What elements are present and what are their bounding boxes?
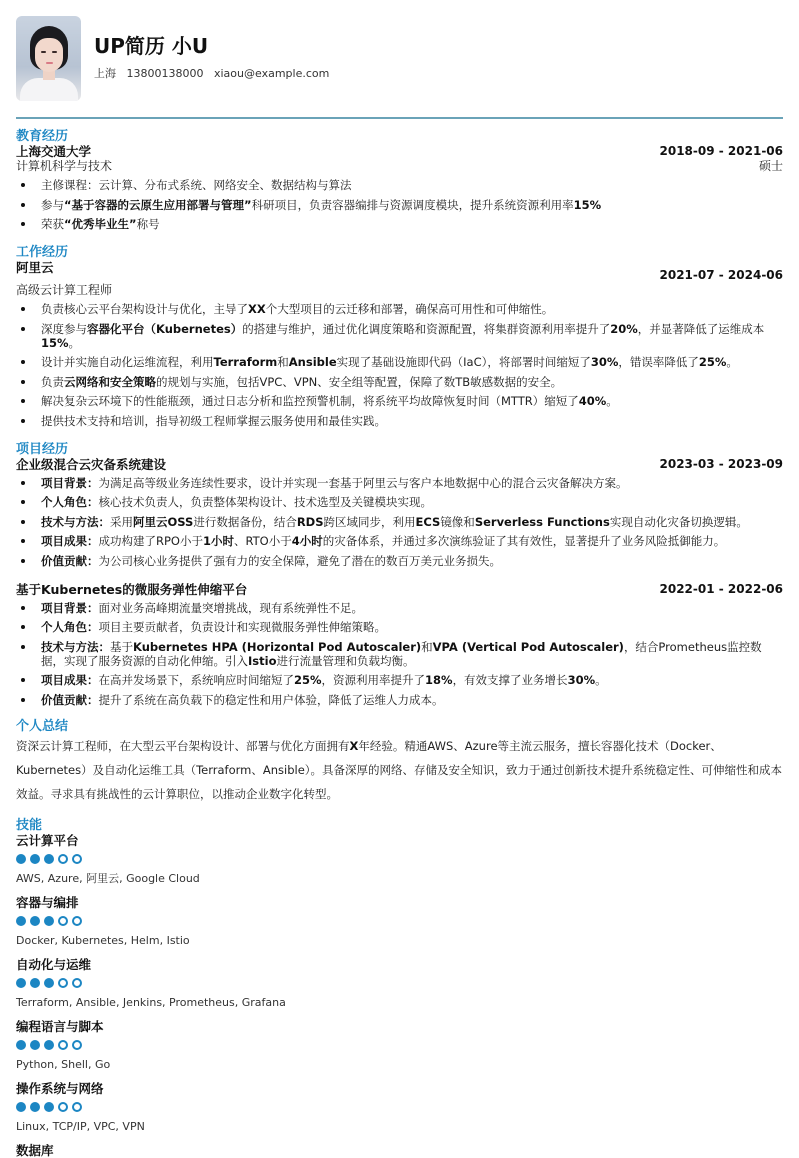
photo-lips (46, 62, 53, 64)
section-title-work: 工作经历 (16, 245, 69, 260)
filled-dot-icon (16, 854, 26, 864)
skill-keywords: Terraform, Ansible, Jenkins, Prometheus, Grafana (16, 995, 286, 1009)
empty-dot-icon (58, 916, 68, 926)
skills-list (16, 833, 783, 1158)
bullet-item: 主修课程：云计算、分布式系统、网络安全、数据结构与算法 (16, 178, 783, 192)
skill-item (16, 1019, 783, 1072)
contact-city: 上海 (94, 67, 116, 81)
contact-email[interactable]: xiaou@example.com (213, 67, 330, 81)
filled-dot-icon (30, 854, 40, 864)
candidate-name: UP简历 小U (94, 34, 209, 59)
filled-dot-icon (30, 978, 40, 988)
skill-level-dots (16, 854, 783, 864)
bullet-item: 设计并实施自动化运维流程，利用Terraform和Ansible实现了基础设施即代码（IaC），将部署时间缩短了30%，错误率降低了25%。 (16, 355, 783, 369)
profile-photo (16, 16, 81, 101)
skill-name: 云计算平台 (16, 832, 79, 848)
empty-dot-icon (72, 854, 82, 864)
bullet-item: 深度参与容器化平台（Kubernetes）的搭建与维护，通过优化调度策略和资源配置，将集群资源利用率提升了20%，并显著降低了运维成本15%。 (16, 322, 783, 350)
empty-dot-icon (58, 978, 68, 988)
summary-section (16, 719, 783, 806)
skill-name: 自动化与运维 (16, 956, 92, 972)
bullet-item: 技术与方法：采用阿里云OSS进行数据备份，结合RDS跨区域同步，利用ECS镜像和Serverless Functions实现自动化灾备切换逻辑。 (16, 515, 783, 529)
bullet-item: 项目成果：成功构建了RPO小于1小时、RTO小于4小时的灾备体系，并通过多次演练验证了其有效性，显著提升了业务风险抵御能力。 (16, 534, 783, 548)
empty-dot-icon (58, 854, 68, 864)
projects-section (16, 442, 783, 707)
photo-eye-right (52, 51, 57, 53)
bullet-item: 价值贡献：为公司核心业务提供了强有力的安全保障，避免了潜在的数百万美元业务损失。 (16, 554, 783, 568)
filled-dot-icon (44, 854, 54, 864)
work-dates: 2021-07 - 2024-06 (659, 268, 783, 282)
work-bullets (16, 302, 783, 428)
major: 计算机科学与技术 (16, 159, 113, 173)
summary-text: 资深云计算工程师，在大型云平台架构设计、部署与优化方面拥有X年经验。精通AWS、Azure等主流云服务，擅长容器化技术（Docker、Kubernetes）及自动化运维工具（Terraform、Ansible）。具备深厚的网络、存储及安全知识，致力于通过创新技术提升系统稳定性、可伸缩性和成本效益。寻求具有挑战性的云计算职位，以推动企业数字化转型。 (16, 738, 783, 801)
skill-item (16, 1143, 783, 1158)
empty-dot-icon (72, 1102, 82, 1112)
skill-item (16, 833, 783, 886)
education-section (16, 129, 783, 231)
filled-dot-icon (30, 1102, 40, 1112)
school-name: 上海交通大学 (16, 144, 92, 159)
project-head (16, 582, 783, 597)
bullet-item: 负责核心云平台架构设计与优化，主导了XX个大型项目的云迁移和部署，确保高可用性和可伸缩性。 (16, 302, 783, 316)
section-title-skills: 技能 (16, 817, 43, 833)
bullet-item: 荣获“优秀毕业生”称号 (16, 217, 783, 231)
education-dates: 2018-09 - 2021-06 (659, 144, 783, 158)
bullet-item: 项目背景：面对业务高峰期流量突增挑战，现有系统弹性不足。 (16, 601, 783, 615)
skill-keywords: Docker, Kubernetes, Helm, Istio (16, 933, 190, 947)
empty-dot-icon (72, 978, 82, 988)
skill-level-dots (16, 1040, 783, 1050)
project-dates: 2023-03 - 2023-09 (659, 456, 783, 471)
degree: 硕士 (758, 159, 783, 173)
bullet-item: 参与“基于容器的云原生应用部署与管理”科研项目，负责容器编排与资源调度模块，提升系统资源利用率15% (16, 198, 783, 212)
skill-keywords: Linux, TCP/IP, VPC, VPN (16, 1119, 145, 1133)
filled-dot-icon (16, 978, 26, 988)
bullet-item: 价值贡献：提升了系统在高负载下的稳定性和用户体验，降低了运维人力成本。 (16, 693, 783, 707)
skill-item (16, 957, 783, 1010)
filled-dot-icon (44, 1040, 54, 1050)
project-dates: 2022-01 - 2022-06 (659, 581, 783, 596)
project-item (16, 582, 783, 707)
bullet-item: 提供技术支持和培训，指导初级工程师掌握云服务使用和最佳实践。 (16, 414, 783, 428)
skill-name: 数据库 (16, 1142, 54, 1158)
education-entry-head (16, 144, 783, 159)
section-title-education: 教育经历 (16, 129, 69, 144)
filled-dot-icon (30, 916, 40, 926)
section-title-summary: 个人总结 (16, 718, 69, 734)
project-head (16, 457, 783, 472)
bullet-item: 项目成果：在高并发场景下，系统响应时间缩短了25%，资源利用率提升了18%，有效支撑了业务增长30%。 (16, 673, 783, 687)
resume-header (16, 16, 783, 101)
skills-section (16, 818, 783, 1158)
empty-dot-icon (72, 1040, 82, 1050)
filled-dot-icon (44, 978, 54, 988)
company-name: 阿里云 (16, 260, 54, 275)
empty-dot-icon (72, 916, 82, 926)
skill-keywords: Python, Shell, Go (16, 1057, 111, 1071)
job-role: 高级云计算工程师 (16, 283, 113, 297)
filled-dot-icon (16, 916, 26, 926)
header-info (94, 34, 336, 83)
filled-dot-icon (16, 1040, 26, 1050)
work-entry-head (16, 260, 783, 283)
filled-dot-icon (30, 1040, 40, 1050)
education-bullets (16, 178, 783, 231)
header-divider (16, 117, 783, 119)
bullet-item: 个人角色：项目主要贡献者，负责设计和实现微服务弹性伸缩策略。 (16, 620, 783, 634)
education-entry-sub (16, 159, 783, 174)
work-entry-sub (16, 283, 783, 298)
filled-dot-icon (16, 1102, 26, 1112)
skill-level-dots (16, 978, 783, 988)
skill-item (16, 895, 783, 948)
bullet-item: 个人角色：核心技术负责人，负责整体架构设计、技术选型及关键模块实现。 (16, 495, 783, 509)
skill-keywords: AWS, Azure, 阿里云, Google Cloud (16, 871, 200, 885)
project-name: 基于Kubernetes的微服务弹性伸缩平台 (16, 581, 248, 597)
section-title-projects: 项目经历 (16, 441, 69, 457)
photo-eye-left (41, 51, 46, 53)
contact-phone: 13800138000 (126, 67, 204, 81)
photo-shoulders (20, 78, 78, 101)
skill-level-dots (16, 1102, 783, 1112)
bullet-item: 负责云网络和安全策略的规划与实施，包括VPC、VPN、安全组等配置，保障了数TB敏感数据的安全。 (16, 375, 783, 389)
bullet-item: 解决复杂云环境下的性能瓶颈，通过日志分析和监控预警机制，将系统平均故障恢复时间（MTTR）缩短了40%。 (16, 394, 783, 408)
project-bullets (16, 476, 783, 568)
skill-name: 操作系统与网络 (16, 1080, 104, 1096)
skill-name: 编程语言与脚本 (16, 1018, 104, 1034)
work-section (16, 245, 783, 428)
bullet-item: 项目背景：为满足高等级业务连续性要求，设计并实现一套基于阿里云与客户本地数据中心的混合云灾备解决方案。 (16, 476, 783, 490)
skill-item (16, 1081, 783, 1134)
filled-dot-icon (44, 1102, 54, 1112)
contact-line (94, 66, 336, 83)
bullet-item: 技术与方法：基于Kubernetes HPA (Horizontal Pod Autoscaler)和VPA (Vertical Pod Autoscaler)，结合Prometheus监控数据，实现了服务资源的自动化伸缩。引入Istio进行流量管理和负载均衡。 (16, 640, 783, 668)
empty-dot-icon (58, 1102, 68, 1112)
photo-face (35, 38, 63, 72)
skill-name: 容器与编排 (16, 894, 79, 910)
project-item (16, 457, 783, 568)
empty-dot-icon (58, 1040, 68, 1050)
skill-level-dots (16, 916, 783, 926)
filled-dot-icon (44, 916, 54, 926)
project-bullets (16, 601, 783, 707)
project-name: 企业级混合云灾备系统建设 (16, 456, 167, 472)
